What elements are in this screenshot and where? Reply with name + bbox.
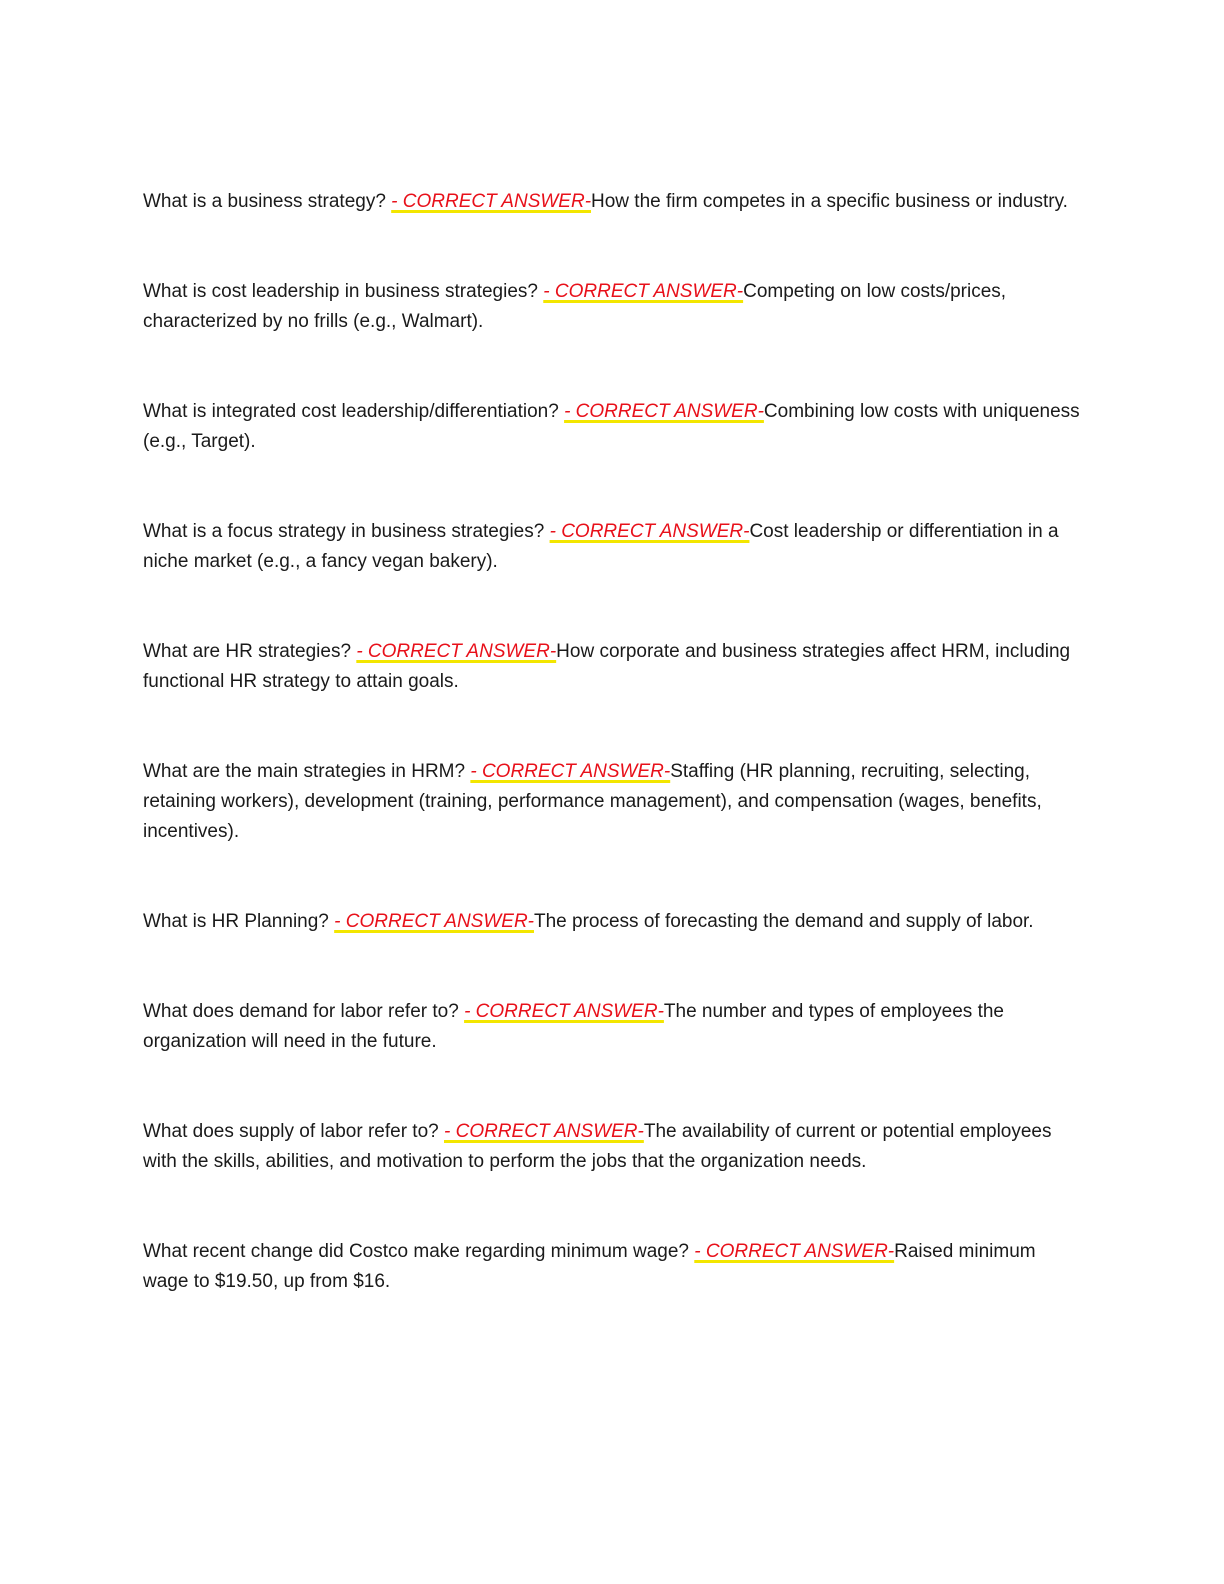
answer-text: The availability of current or potential employees with the skills, abilities, and motivation to perform the jobs that the organization needs. [143, 1121, 1052, 1172]
qa-item-8 [143, 997, 1083, 1057]
qa-item-7 [143, 907, 1083, 937]
question-text: What is integrated cost leadership/differentiation? [143, 401, 565, 422]
qa-item-9 [143, 1117, 1083, 1177]
answer-text: Cost leadership or differentiation in a niche market (e.g., a fancy vegan bakery). [143, 521, 1059, 572]
question-text: What are HR strategies? [143, 641, 357, 662]
question-text: What is a business strategy? [143, 191, 392, 212]
question-text: What is HR Planning? [143, 911, 335, 932]
question-text: What recent change did Costco make regarding minimum wage? [143, 1241, 695, 1262]
correct-answer-marker: - CORRECT ANSWER- [564, 401, 764, 422]
answer-text: The process of forecasting the demand and supply of labor. [534, 911, 1034, 932]
question-text: What does demand for labor refer to? [143, 1001, 465, 1022]
correct-answer-marker: - CORRECT ANSWER- [391, 191, 592, 212]
qa-item-3 [143, 397, 1083, 457]
qa-item-2 [143, 277, 1083, 337]
correct-answer-marker: - CORRECT ANSWER- [334, 911, 534, 932]
question-text: What is a focus strategy in business strategies? [143, 521, 550, 542]
qa-item-10 [143, 1237, 1083, 1297]
question-text: What does supply of labor refer to? [143, 1121, 444, 1142]
correct-answer-marker: - CORRECT ANSWER- [464, 1001, 664, 1022]
qa-item-1 [143, 187, 1083, 217]
answer-text: How the firm competes in a specific business or industry. [591, 191, 1068, 212]
question-text: What is cost leadership in business strategies? [143, 281, 544, 302]
qa-item-5 [143, 637, 1083, 697]
correct-answer-marker: - CORRECT ANSWER- [444, 1121, 644, 1142]
question-text: What are the main strategies in HRM? [143, 761, 471, 782]
correct-answer-marker: - CORRECT ANSWER- [549, 521, 750, 542]
correct-answer-marker: - CORRECT ANSWER- [543, 281, 744, 302]
answer-text: Combining low costs with uniqueness (e.g., Target). [143, 401, 1080, 452]
correct-answer-marker: - CORRECT ANSWER- [694, 1241, 895, 1262]
correct-answer-marker: - CORRECT ANSWER- [470, 761, 671, 782]
answer-text: Raised minimum wage to $19.50, up from $16. [143, 1241, 1036, 1292]
answer-text: How corporate and business strategies affect HRM, including functional HR strategy to attain goals. [143, 641, 1071, 692]
qa-item-4 [143, 517, 1083, 577]
answer-text: Staffing (HR planning, recruiting, selecting, retaining workers), development (training, performance management), and compensation (wages, benefits, incentives). [143, 761, 1042, 842]
qa-list [143, 187, 1083, 1297]
answer-text: The number and types of employees the organization will need in the future. [143, 1001, 1004, 1052]
qa-item-6 [143, 757, 1083, 847]
answer-text: Competing on low costs/prices, characterized by no frills (e.g., Walmart). [143, 281, 1007, 332]
correct-answer-marker: - CORRECT ANSWER- [356, 641, 557, 662]
